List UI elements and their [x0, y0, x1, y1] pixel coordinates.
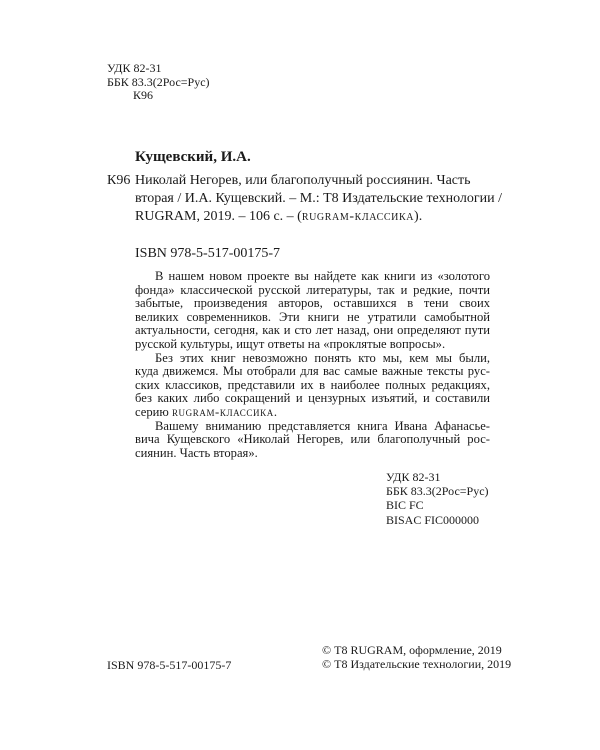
annotation-line-end: .: [273, 404, 277, 419]
annotation-line: без каких либо сокращений и цензурных изъятий, и составили: [135, 391, 490, 406]
annotation-line: ских классиков, представили их в наиболее полных редакциях,: [135, 377, 490, 392]
copyright-line: © Т8 RUGRAM, оформление, 2019: [322, 643, 502, 657]
annotation-line: вича Кущевского «Николай Негорев, или благополучный рос-: [135, 432, 490, 447]
annotation-line: актуальности, сегодня, как и сто лет назад, они определяют пути: [135, 323, 490, 338]
annotation-line: куда движемся. Мы отобрали для вас самые важные тексты рус-: [135, 364, 490, 379]
bbk-code: ББК 83.3(2Рос=Рус): [386, 484, 489, 499]
copyright-line: © Т8 Издательские технологии, 2019: [322, 657, 512, 672]
bbk-code: ББК 83.3(2Рос=Рус): [107, 74, 210, 89]
annotation-paragraph-2: [135, 352, 490, 420]
bibliographic-description: [135, 172, 510, 227]
copyright-block: [322, 643, 511, 672]
annotation-line: русской культуры, ищут ответы на «проклятые вопросы».: [135, 336, 446, 351]
series-name-inline: rugram-классика: [171, 404, 274, 419]
udk-code: УДК 82-31: [107, 61, 162, 75]
series-close: ).: [414, 209, 423, 225]
description-line-text: RUGRAM, 2019. – 106 с. – (: [135, 209, 302, 225]
udk-code: УДК 82-31: [386, 470, 441, 484]
series-name: rugram-классика: [301, 209, 415, 225]
annotation-line: забытые, произведения авторов, оставшихся в тени своих: [135, 296, 490, 311]
description-line: Николай Негорев, или благополучный россиянин. Часть: [135, 173, 471, 188]
annotation-line: [135, 406, 490, 420]
bic-code: BIC FC: [386, 498, 424, 513]
author-heading: Кущевский, И.А.: [135, 149, 251, 165]
author-mark-code: К96: [133, 88, 154, 102]
classification-codes: [386, 470, 489, 527]
header-classification-codes: [107, 62, 210, 103]
annotation-line: сиянин. Часть вторая».: [135, 445, 258, 460]
description-line: вторая / И.А. Кущевский. – М.: Т8 Издательские технологии /: [135, 191, 503, 207]
bottom-isbn: ISBN 978-5-517-00175-7: [107, 658, 232, 672]
annotation-line: фонда» классической русской литературы, так и редкие, почти: [135, 282, 490, 297]
annotation-line: В нашем новом проекте вы найдете как книги из «золотого: [155, 269, 490, 283]
annotation-paragraph-1: [135, 270, 490, 352]
annotation-line: великих современников. Эти книги не утратили самобытной: [135, 309, 490, 324]
bisac-code: BISAC FIC000000: [386, 512, 480, 527]
annotation-line: Вашему вниманию представляется книга Ивана Афанасье-: [155, 418, 490, 433]
description-line: [135, 208, 510, 226]
annotation-paragraph-3: [135, 420, 490, 461]
catalog-isbn: ISBN 978-5-517-00175-7: [135, 246, 281, 261]
annotation-line-text: серию: [135, 404, 172, 419]
annotation: [135, 270, 490, 460]
annotation-line: Без этих книг невозможно понять кто мы, кем мы были,: [155, 350, 490, 365]
catalog-author-mark: К96: [107, 173, 131, 188]
